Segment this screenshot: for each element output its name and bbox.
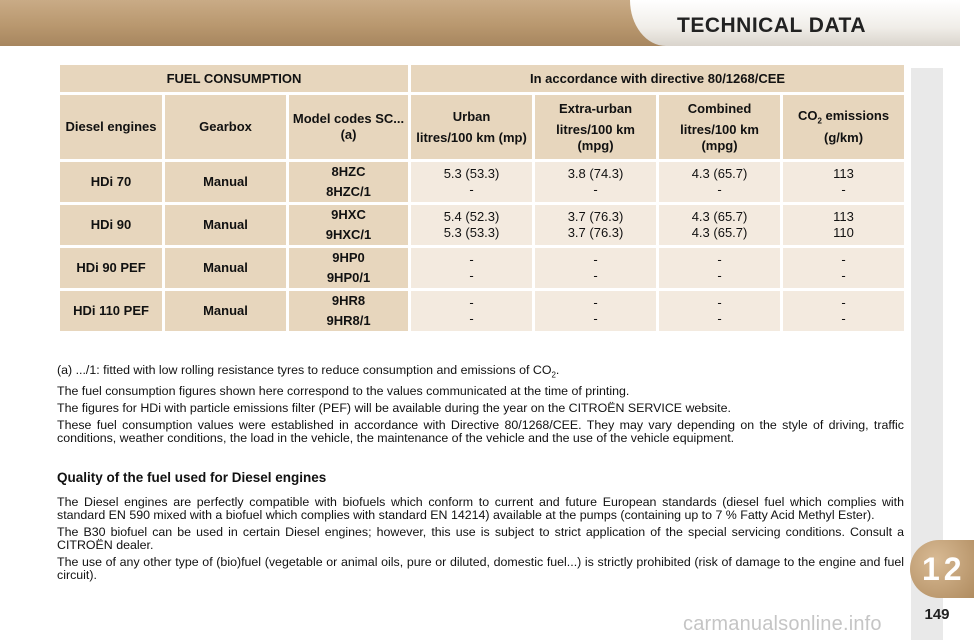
- page-number: 149: [924, 606, 950, 623]
- cell-extra-urban: [534, 290, 658, 333]
- cell-engine: HDi 70: [59, 161, 164, 204]
- cell-urban: [410, 204, 534, 247]
- col-header-engine-label: Diesel engines: [65, 119, 157, 134]
- col-header-co2-sub: 2: [817, 116, 822, 126]
- cell-value: -: [717, 182, 722, 197]
- col-header-co2-pre: CO: [797, 108, 818, 124]
- col-header-model-codes: [288, 94, 410, 161]
- model-code: 8HZC/1: [326, 184, 371, 199]
- model-code: 9HR8: [331, 293, 366, 308]
- note-paragraph: The figures for HDi with particle emissions filter (PEF) will be available during the year on the CITROËN SERVICE website.: [57, 401, 731, 416]
- cell-value: -: [841, 295, 846, 310]
- quality-paragraph: The B30 biofuel can be used in certain Diesel engines; however, this use is subject to strict application of the special servicing conditions. Consult a CITROËN dealer.: [57, 525, 904, 552]
- cell-co2: [782, 247, 906, 290]
- page-title: TECHNICAL DATA: [677, 14, 866, 37]
- section-heading: Quality of the fuel used for Diesel engines: [57, 470, 327, 485]
- note-a-sub: 2: [551, 370, 556, 380]
- cell-value: -: [469, 252, 474, 267]
- cell-extra-urban: [534, 204, 658, 247]
- col-header-extra-urban-label: Extra-urban: [559, 100, 633, 116]
- cell-value: 113: [833, 166, 854, 181]
- quality-block: [57, 496, 904, 586]
- cell-value: -: [469, 182, 474, 197]
- note-a-text: (a) .../1: fitted with low rolling resistance tyres to reduce consumption and emissions of CO: [57, 363, 552, 377]
- cell-urban: [410, 247, 534, 290]
- col-header-engine: [59, 94, 164, 161]
- cell-model-codes: [288, 204, 410, 247]
- table-row: [59, 161, 906, 204]
- cell-value: -: [593, 252, 598, 267]
- cell-urban: [410, 290, 534, 333]
- cell-combined: [658, 204, 782, 247]
- col-header-co2: [782, 94, 906, 161]
- chapter-badge: 12: [910, 540, 974, 598]
- cell-value: 3.8 (74.3): [567, 166, 624, 181]
- cell-value: 4.3 (65.7): [691, 166, 748, 181]
- col-header-combined-label: Combined: [687, 100, 752, 116]
- table-group-header-row: [59, 64, 906, 94]
- col-header-combined-unit: litres/100 km (mpg): [680, 121, 759, 153]
- col-header-extra-urban: [534, 94, 658, 161]
- note-paragraph: The fuel consumption figures shown here correspond to the values communicated at the time of printing.: [57, 384, 630, 399]
- cell-value: -: [717, 311, 722, 326]
- model-code: 9HXC/1: [325, 227, 372, 242]
- cell-engine: HDi 90 PEF: [59, 247, 164, 290]
- cell-gearbox: Manual: [164, 204, 288, 247]
- col-header-model-codes-label: Model codes SC... (a): [292, 111, 405, 142]
- cell-value: 4.3 (65.7): [691, 209, 748, 224]
- cell-co2: [782, 161, 906, 204]
- cell-value: 5.4 (52.3): [443, 209, 500, 224]
- col-header-extra-urban-unit: litres/100 km (mpg): [556, 121, 635, 153]
- model-code: 8HZC: [331, 164, 366, 179]
- cell-value: 110: [833, 225, 854, 240]
- cell-gearbox: Manual: [164, 247, 288, 290]
- cell-value: -: [717, 252, 722, 267]
- cell-value: -: [593, 295, 598, 310]
- cell-value: 113: [833, 209, 854, 224]
- model-code: 9HXC: [331, 207, 366, 222]
- col-header-combined: [658, 94, 782, 161]
- cell-value: 5.3 (53.3): [443, 225, 500, 240]
- cell-value: -: [469, 295, 474, 310]
- notes-block: [57, 364, 904, 449]
- table-column-header-row: [59, 94, 906, 161]
- col-header-gearbox: [164, 94, 288, 161]
- cell-gearbox: Manual: [164, 161, 288, 204]
- cell-model-codes: [288, 290, 410, 333]
- table-row: [59, 290, 906, 333]
- table-row: [59, 247, 906, 290]
- cell-value: -: [841, 182, 846, 197]
- note-a: [57, 364, 904, 381]
- model-code: 9HR8/1: [326, 313, 371, 328]
- group-header-directive: In accordance with directive 80/1268/CEE: [410, 64, 906, 94]
- col-header-co2-post: emissions (g/km): [821, 108, 890, 145]
- table-body: [59, 161, 906, 333]
- cell-engine: HDi 110 PEF: [59, 290, 164, 333]
- cell-value: 3.7 (76.3): [567, 209, 624, 224]
- cell-combined: [658, 161, 782, 204]
- model-code: 9HP0/1: [326, 270, 371, 285]
- quality-paragraph: The use of any other type of (bio)fuel (vegetable or animal oils, pure or diluted, domestic fuel...) is strictly prohibited (risk of damage to the engine and fuel circuit).: [57, 555, 904, 582]
- cell-value: 3.7 (76.3): [567, 225, 624, 240]
- cell-value: -: [593, 268, 598, 283]
- cell-combined: [658, 290, 782, 333]
- quality-paragraph: The Diesel engines are perfectly compatible with biofuels which conform to current and future European standards (diesel fuel which complies with standard EN 590 mixed with a biofuel which complies with standard EN 14214) available at the pumps (containing up to 7 % Fatty Acid Methyl Ester).: [57, 495, 904, 522]
- cell-value: -: [593, 311, 598, 326]
- cell-gearbox: Manual: [164, 290, 288, 333]
- cell-value: -: [469, 268, 474, 283]
- cell-value: -: [593, 182, 598, 197]
- cell-extra-urban: [534, 161, 658, 204]
- cell-extra-urban: [534, 247, 658, 290]
- cell-value: -: [469, 311, 474, 326]
- note-paragraph: These fuel consumption values were established in accordance with Directive 80/1268/CEE. They may vary depending on the style of driving, traffic conditions, weather conditions, the load in the vehicle, the maintenance of the vehicle and the use of the vehicle equipment.: [57, 418, 904, 446]
- model-code: 9HP0: [332, 250, 365, 265]
- cell-value: -: [717, 268, 722, 283]
- cell-value: -: [841, 311, 846, 326]
- cell-value: -: [717, 295, 722, 310]
- group-header-fuel-consumption: FUEL CONSUMPTION: [59, 64, 410, 94]
- cell-engine: HDi 90: [59, 204, 164, 247]
- col-header-urban-label: Urban: [452, 108, 491, 124]
- table-row: [59, 204, 906, 247]
- col-header-gearbox-label: Gearbox: [199, 119, 252, 134]
- cell-co2: [782, 290, 906, 333]
- note-a-end: .: [555, 363, 560, 377]
- cell-model-codes: [288, 161, 410, 204]
- col-header-urban: [410, 94, 534, 161]
- cell-value: 5.3 (53.3): [443, 166, 500, 181]
- watermark: carmanualsonline.info: [683, 613, 882, 635]
- cell-value: 4.3 (65.7): [691, 225, 748, 240]
- col-header-urban-unit: litres/100 km (mp): [416, 129, 527, 145]
- cell-value: -: [841, 268, 846, 283]
- cell-combined: [658, 247, 782, 290]
- cell-co2: [782, 204, 906, 247]
- cell-urban: [410, 161, 534, 204]
- cell-value: -: [841, 252, 846, 267]
- cell-model-codes: [288, 247, 410, 290]
- fuel-consumption-table: [57, 62, 907, 334]
